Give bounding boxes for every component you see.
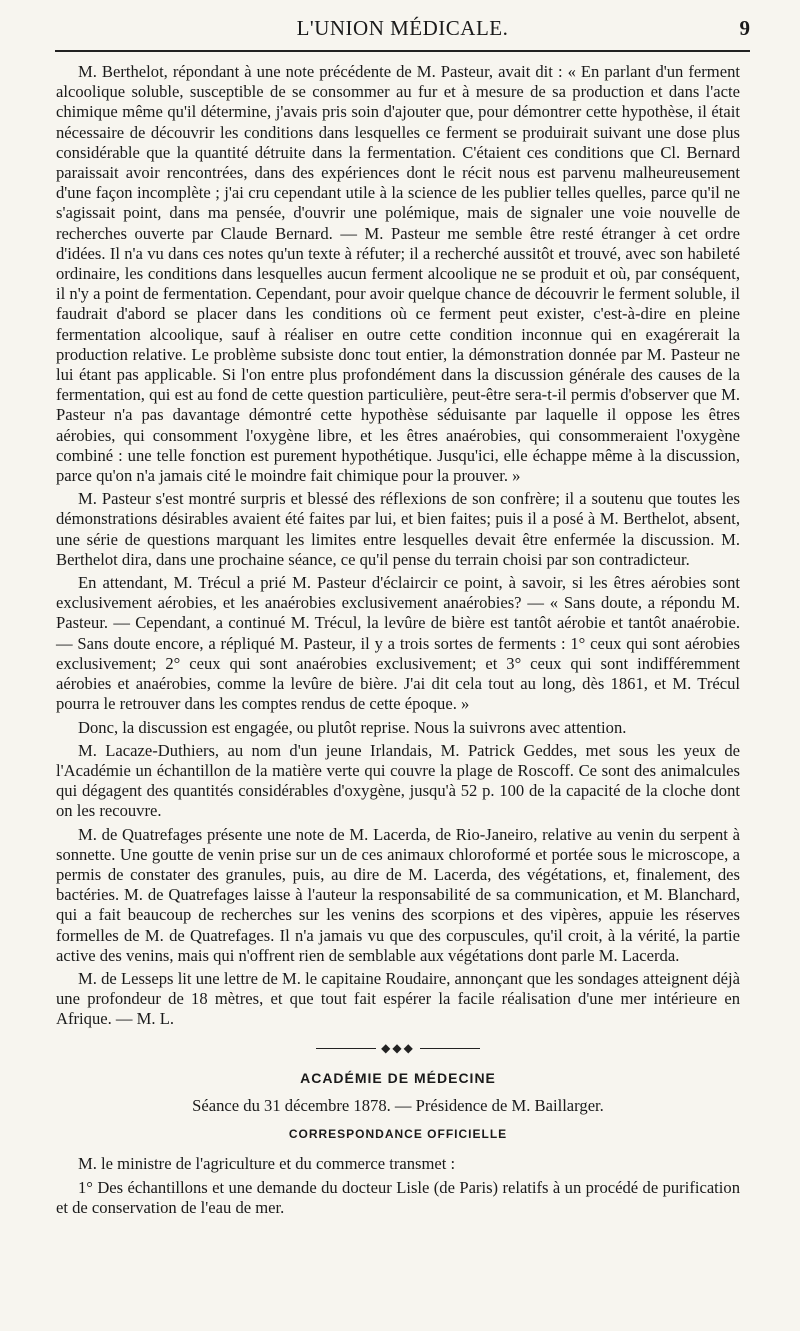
section-title: ACADÉMIE DE MÉDECINE [300,1069,496,1086]
paragraph-lacaze-duthiers: M. Lacaze-Duthiers, au nom d'un jeune Irlandais, M. Patrick Geddes, met sous les yeux de l'Académie un échantillon de la matière verte qui couvre la plage de Roscoff. Ce sont des animalcules qui dégagent des quantités considérables d'oxygène, jusqu'à 52 p. 100 de la capacité de la cloche dont on les recouvre. [56,740,740,821]
article-body [56,62,740,1221]
page-number: 9 [739,16,750,40]
subsection-title: CORRESPONDANCE OFFICIELLE [288,1127,508,1142]
running-head [55,16,750,48]
paragraph-berthelot: M. Berthelot, répondant à une note précédente de M. Pasteur, avait dit : « En parlant d'un ferment alcoolique soluble, susceptible de se consommer au fur et à mesure de sa production et dans l'acte chimique même qu'il détermine, j'avais pris soin d'ajouter que, pour démontrer cette hypothèse, il était nécessaire de découvrir les conditions dans lesquelles ce ferment se produirait suivant une dose plus considérable que la quantité détruite dans la fermentation. C'étaient ces conditions que Cl. Bernard paraissait avoir rencontrées, dans des expériences dont le récit nous est parvenu malheureusement d'une façon incomplète ; j'ai cru cependant utile à la science de les publier telles quelles, parce qu'il ne s'agissait point, dans ma pensée, d'ouvrir une polémique, mais de signaler une voie nouvelle de recherches ouverte par Claude Bernard. — M. Pasteur me semble être resté étranger à cet ordre d'idées. Il n'a vu dans ces notes qu'un texte à réfuter; il a recherché aussitôt et trouvé, avec son habileté ordinaire, les conditions dans lesquelles aucun ferment alcoolique ne se produit et où, par conséquent, il n'y a point de fermentation. Cependant, pour avoir quelque chance de découvrir le ferment soluble, il faudrait d'abord se placer dans les conditions où ce ferment peut exister, c'est-à-dire en pleine fermentation alcoolique, sauf à réaliser en outre cette condition inconnue qui en exagérerait la production relative. Le problème subsiste donc tout entier, la démonstration donnée par M. Pasteur ne lui étant pas applicable. Si l'on entre plus profondément dans la discussion générale des causes de la fermentation, qui est au fond de cette question particulière, peut-être sera-t-il permis d'observer que M. Pasteur n'a pas davantage démontré cette hypothèse séduisante par laquelle il oppose les êtres aérobies, qui consomment l'oxygène libre, et les êtres anaérobies, qui consommeraient l'oxygène combiné : une telle fonction est purement hypothétique. Jusqu'ici, elle échappe même à la discussion, parce qu'on n'a jamais cité le moindre fait chimique pour la prouver. » [56,62,740,486]
paragraph-quatrefages: M. de Quatrefages présente une note de M. Lacerda, de Rio-Janeiro, relative au venin du serpent à sonnette. Une goutte de venin prise sur un de ces animaux chloroformé et portée sous le microscope, a permis de constater des granules, puis, au dire de M. Lacerda, des végétations, et, finalement, des bactéries. M. de Quatrefages laisse à l'auteur la responsabilité de sa communication, et M. Blanchard, qui a fait beaucoup de recherches sur les venins des scorpions et des vipères, appuie les réserves formelles de M. de Quatrefages. Il n'a jamais vu que des corpuscules, qu'il croit, à la vérité, la partie active des venins, mais qui n'offrent rien de semblable aux végétations dont parle M. Lacerda. [56,824,740,965]
header-rule [55,50,750,52]
paragraph-discussion: Donc, la discussion est engagée, ou plutôt reprise. Nous la suivrons avec attention. [78,717,627,737]
paragraph-trecul: En attendant, M. Trécul a prié M. Pasteur d'éclaircir ce point, à savoir, si les êtres aérobies sont exclusivement aérobies, et les anaérobies exclusivement anaérobies? — « Sans doute, a répondu M. Pasteur. — Cependant, a continué M. Trécul, la levûre de bière est tantôt aérobie et tantôt anaérobie. — Sans doute encore, a répliqué M. Pasteur, il y a trois sortes de ferments : 1° ceux qui sont aérobies exclusivement; 2° ceux qui sont anaérobies exclusivement; et 3° ceux qui sont indifféremment aérobies et anaérobies, comme la levûre de bière. J'ai dit cela tout au long, dès 1861, et M. Trécul pourra le retrouver dans les comptes rendus de cette époque. » [56,573,740,714]
paragraph-pasteur-reply: M. Pasteur s'est montré surpris et blessé des réflexions de son confrère; il a soutenu que toutes les démonstrations désirables avaient été faites par lui, et bien faites; puis il a posé à M. Berthelot, absent, une série de questions marquant les limites entre lesquelles devait être enfermée la discussion. M. Berthelot dira, dans une prochaine séance, ce qu'il pense du terrain choisi par son contradicteur. [56,489,740,569]
paragraph-lesseps: M. de Lesseps lit une lettre de M. le capitaine Roudaire, annonçant que les sondages atteignent déjà une profondeur de 18 mètres, et que tout fait espérer la facile réalisation d'une mer intérieure en Afrique. — M. L. [56,968,740,1029]
paragraph-lisle: 1° Des échantillons et une demande du docteur Lisle (de Paris) relatifs à un procédé de purification et de conservation de l'eau de mer. [56,1177,740,1217]
session-line: Séance du 31 décembre 1878. — Présidence de M. Baillarger. [192,1095,604,1115]
paragraph-ministre: M. le ministre de l'agriculture et du commerce transmet : [78,1154,456,1174]
section-ornament: ◆◆◆ [56,1038,740,1058]
journal-title: L'UNION MÉDICALE. [296,16,509,40]
